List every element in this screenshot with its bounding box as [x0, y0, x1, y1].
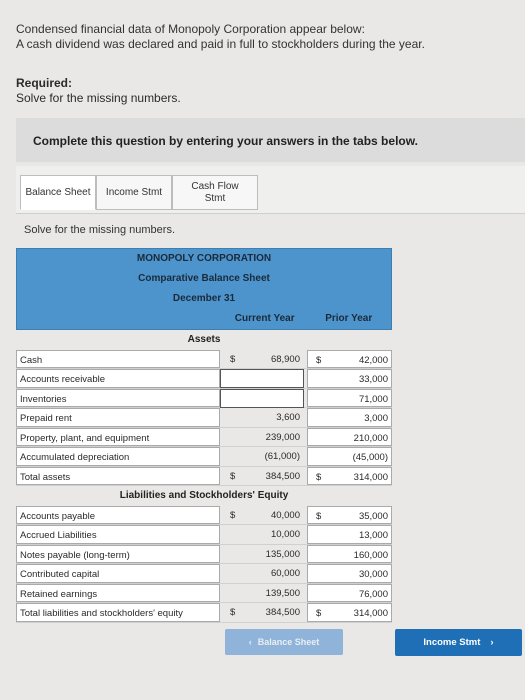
current-year-value: 135,000	[265, 548, 300, 560]
prev-tab-button[interactable]	[225, 629, 343, 655]
table-row	[16, 369, 392, 389]
row-label: Cash	[16, 350, 220, 369]
current-year-cell	[220, 545, 304, 564]
prior-year-value: 314,000	[353, 471, 388, 483]
col-current-year: Current Year	[234, 313, 295, 324]
currency-sign: $	[230, 607, 236, 618]
current-year-value: 60,000	[270, 568, 300, 579]
statement-header	[16, 248, 392, 330]
current-year-value: 3,600	[276, 412, 300, 423]
prior-year-value: 160,000	[353, 549, 388, 561]
prior-year-cell	[307, 408, 392, 427]
prior-year-value: 33,000	[358, 374, 388, 385]
current-year-input[interactable]	[220, 369, 304, 388]
prior-year-cell	[307, 564, 392, 583]
prior-year-cell	[307, 545, 392, 564]
tab-bar	[16, 166, 525, 214]
next-tab-button[interactable]	[395, 629, 522, 656]
row-label: Total assets	[16, 467, 220, 486]
prior-year-cell	[307, 369, 392, 388]
prior-year-value: 13,000	[358, 530, 388, 541]
table-row	[16, 564, 392, 584]
prior-year-value: 35,000	[358, 510, 388, 522]
assets-section	[16, 350, 392, 487]
current-year-value: 40,000	[270, 509, 300, 521]
row-label: Inventories	[16, 389, 220, 408]
current-year-value: 384,500	[265, 470, 300, 482]
liabilities-heading: Liabilities and Stockholders' Equity	[119, 490, 289, 501]
row-label: Accounts receivable	[16, 369, 220, 388]
current-year-cell	[220, 350, 304, 369]
row-label: Accumulated depreciation	[16, 447, 220, 466]
next-tab-label: Income Stmt	[423, 637, 481, 648]
current-year-cell	[220, 447, 304, 466]
tab-balance-sheet[interactable]: Balance Sheet	[20, 175, 96, 210]
table-row	[16, 584, 392, 604]
prior-year-value: 76,000	[358, 588, 388, 600]
intro-line-2: A cash dividend was declared and paid in full to stockholders during the year.	[16, 37, 425, 51]
row-label: Accrued Liabilities	[16, 525, 220, 544]
prior-year-cell	[307, 350, 392, 369]
currency-sign: $	[230, 353, 236, 365]
current-year-value: 239,000	[265, 431, 300, 443]
statement-title: Comparative Balance Sheet	[138, 273, 270, 284]
row-label: Total liabilities and stockholders' equity	[16, 603, 220, 622]
chevron-right-icon: ›	[490, 637, 494, 648]
prior-year-value: 3,000	[364, 413, 388, 424]
current-year-value: 10,000	[270, 529, 300, 540]
currency-sign: $	[230, 470, 236, 482]
row-label: Prepaid rent	[16, 408, 220, 427]
column-headers	[17, 309, 391, 329]
chevron-left-icon: ‹	[248, 637, 252, 647]
row-label: Contributed capital	[16, 564, 220, 583]
currency-sign: $	[316, 608, 322, 619]
currency-sign: $	[316, 510, 322, 522]
statement-date: December 31	[172, 293, 236, 304]
table-row	[16, 467, 392, 487]
prior-year-value: 42,000	[358, 354, 388, 366]
balance-sheet-table	[16, 248, 392, 623]
prior-year-cell	[307, 428, 392, 447]
current-year-cell	[220, 584, 304, 603]
row-label: Accounts payable	[16, 506, 220, 525]
current-year-value: 68,900	[270, 353, 300, 365]
table-row	[16, 408, 392, 428]
table-row	[16, 428, 392, 448]
solve-instruction: Solve for the missing numbers.	[24, 224, 176, 236]
current-year-input[interactable]	[220, 389, 304, 408]
tab-cash-flow-stmt[interactable]: Cash Flow Stmt	[172, 175, 258, 210]
prior-year-value: 314,000	[353, 608, 388, 619]
current-year-cell	[220, 467, 304, 486]
prior-year-cell	[307, 447, 392, 466]
currency-sign: $	[230, 509, 236, 521]
prior-year-cell	[307, 584, 392, 603]
row-label: Notes payable (long-term)	[16, 545, 220, 564]
current-year-value: 139,500	[265, 587, 300, 599]
current-year-cell	[220, 428, 304, 447]
required-text: Solve for the missing numbers.	[16, 91, 181, 105]
prior-year-cell	[307, 506, 392, 525]
assets-heading: Assets	[187, 334, 221, 345]
table-row	[16, 545, 392, 565]
current-year-cell	[220, 408, 304, 427]
table-row	[16, 506, 392, 526]
table-row	[16, 350, 392, 370]
prior-year-cell	[307, 389, 392, 408]
instructions-banner: Complete this question by entering your answers in the tabs below.	[16, 118, 525, 162]
required-block	[16, 76, 181, 106]
intro-text	[16, 22, 425, 52]
table-row	[16, 389, 392, 409]
prior-year-value: (45,000)	[352, 452, 388, 463]
currency-sign: $	[316, 354, 322, 366]
tab-income-stmt[interactable]: Income Stmt	[96, 175, 172, 210]
table-row	[16, 603, 392, 623]
current-year-value: (61,000)	[264, 451, 300, 462]
current-year-cell	[220, 564, 304, 583]
liabilities-section	[16, 506, 392, 623]
intro-line-1: Condensed financial data of Monopoly Corporation appear below:	[16, 22, 365, 36]
table-row	[16, 447, 392, 467]
company-name: MONOPOLY CORPORATION	[136, 253, 272, 264]
row-label: Property, plant, and equipment	[16, 428, 220, 447]
prior-year-value: 30,000	[358, 569, 388, 580]
currency-sign: $	[316, 471, 322, 483]
required-label: Required:	[16, 76, 73, 90]
prior-year-cell	[307, 525, 392, 544]
current-year-cell	[220, 506, 304, 525]
current-year-value: 384,500	[265, 607, 300, 618]
prior-year-cell	[307, 603, 392, 622]
prior-year-cell	[307, 467, 392, 486]
current-year-cell	[220, 603, 304, 622]
prior-year-value: 71,000	[358, 393, 388, 405]
current-year-cell	[220, 525, 304, 544]
table-row	[16, 525, 392, 545]
col-prior-year: Prior Year	[325, 313, 373, 324]
row-label: Retained earnings	[16, 584, 220, 603]
prev-tab-label: Balance Sheet	[257, 637, 320, 647]
prior-year-value: 210,000	[353, 432, 388, 444]
